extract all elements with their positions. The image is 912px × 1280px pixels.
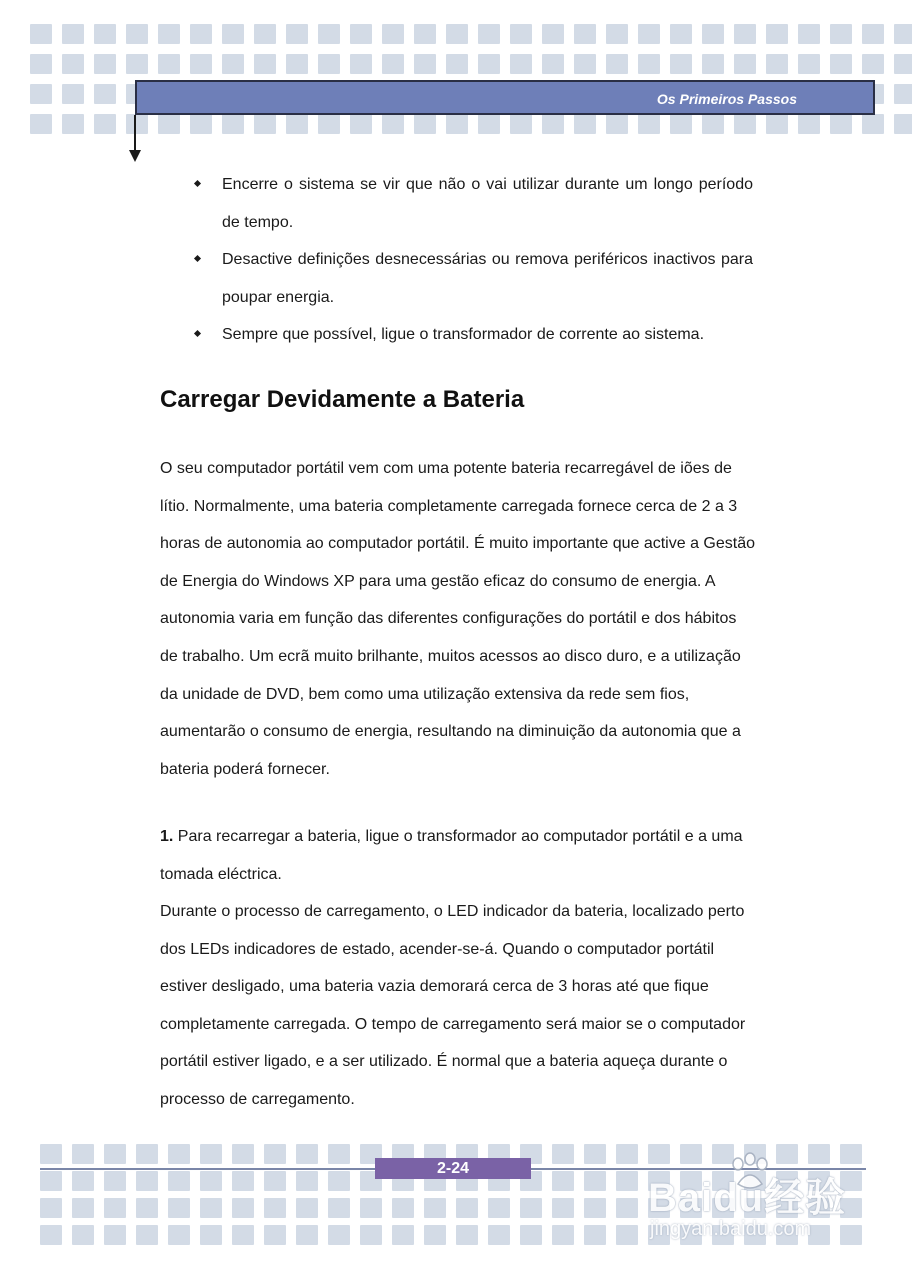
tile [136, 1171, 158, 1191]
tile [264, 1144, 286, 1164]
watermark-url: jingyan.baidu.com [650, 1218, 812, 1240]
tile [30, 54, 52, 74]
tile [296, 1144, 318, 1164]
tile [734, 24, 756, 44]
tile [222, 54, 244, 74]
intro-paragraph: O seu computador portátil vem com uma potente bateria recarregável de iões de lítio. Normalmente, uma bateria completamente carregada fornece cerca de 2 a 3 horas de autonomia ao computador portátil. É muito importante que active a Gestão de Energia do Windows XP para uma gestão eficaz do consumo de energia. A autonomia varia em função das diferentes configurações do portátil e dos hábitos de trabalho. Um ecrã muito brilhante, muitos acessos ao disco duro, e a utilização da unidade de DVD, bem como uma utilização extensiva da rede sem fios, aumentarão o consumo de energia, resultando na diminuição da autonomia que a bateria poderá fornecer. [160, 460, 756, 778]
tile [264, 1171, 286, 1191]
tile [328, 1171, 350, 1191]
step-1-text: Para recarregar a bateria, ligue o transformador ao computador portátil e a uma tomada eléctrica. [160, 828, 743, 883]
tile [254, 114, 276, 134]
tile [382, 54, 404, 74]
tile [72, 1225, 94, 1245]
step-1-paragraph [160, 818, 755, 893]
tile [830, 54, 852, 74]
tile [670, 54, 692, 74]
tile [328, 1144, 350, 1164]
tile [382, 24, 404, 44]
tile [318, 54, 340, 74]
tile [296, 1225, 318, 1245]
watermark [648, 1152, 878, 1252]
tile [104, 1198, 126, 1218]
tile [200, 1225, 222, 1245]
tile [30, 114, 52, 134]
tile [72, 1171, 94, 1191]
tile [830, 24, 852, 44]
list-item [193, 241, 753, 316]
tile [350, 54, 372, 74]
step-number: 1. [160, 828, 174, 845]
tile [286, 54, 308, 74]
tile [62, 114, 84, 134]
tile [360, 1198, 382, 1218]
tile [552, 1171, 574, 1191]
tile [456, 1225, 478, 1245]
list-item-text: Encerre o sistema se vir que não o vai utilizar durante um longo período de tempo. [222, 176, 753, 231]
tile [830, 114, 852, 134]
header-title: Os Primeiros Passos [656, 91, 797, 107]
tile [40, 1225, 62, 1245]
tile [72, 1144, 94, 1164]
tile [798, 24, 820, 44]
tile [200, 1171, 222, 1191]
tile [616, 1198, 638, 1218]
tile [126, 24, 148, 44]
tile [328, 1198, 350, 1218]
tile [414, 24, 436, 44]
tile [552, 1144, 574, 1164]
tile [520, 1198, 542, 1218]
tile [478, 24, 500, 44]
tile [702, 24, 724, 44]
tile [894, 114, 912, 134]
tile [542, 54, 564, 74]
tile [168, 1225, 190, 1245]
tile [702, 54, 724, 74]
tile [328, 1225, 350, 1245]
tile [606, 54, 628, 74]
tile [798, 54, 820, 74]
tile [510, 114, 532, 134]
tile [94, 24, 116, 44]
tile [552, 1198, 574, 1218]
tile [766, 54, 788, 74]
tile [350, 114, 372, 134]
tile [638, 114, 660, 134]
tile [766, 24, 788, 44]
tile [286, 24, 308, 44]
tile [488, 1225, 510, 1245]
tile [520, 1225, 542, 1245]
tile [552, 1225, 574, 1245]
tile [30, 24, 52, 44]
tile [894, 84, 912, 104]
tile [40, 1171, 62, 1191]
tile [488, 1198, 510, 1218]
tile [766, 114, 788, 134]
tile [478, 114, 500, 134]
tile [392, 1198, 414, 1218]
list-item-text: Desactive definições desnecessárias ou remova periféricos inactivos para poupar energia. [222, 251, 753, 306]
tile [606, 24, 628, 44]
tile [616, 1144, 638, 1164]
tile [136, 1225, 158, 1245]
tile [574, 24, 596, 44]
tile [702, 114, 724, 134]
tile [542, 24, 564, 44]
tile [72, 1198, 94, 1218]
tile [584, 1198, 606, 1218]
tile [62, 24, 84, 44]
tile [254, 54, 276, 74]
list-item-text: Sempre que possível, ligue o transformador de corrente ao sistema. [222, 326, 705, 343]
tile [446, 114, 468, 134]
tile [40, 1144, 62, 1164]
tile [350, 24, 372, 44]
tile [104, 1144, 126, 1164]
tile [584, 1225, 606, 1245]
tile [510, 54, 532, 74]
tile [190, 24, 212, 44]
tile [424, 1225, 446, 1245]
tile [62, 84, 84, 104]
tile [40, 1198, 62, 1218]
tile [222, 114, 244, 134]
tile [254, 24, 276, 44]
tile [190, 54, 212, 74]
tile [296, 1198, 318, 1218]
tile [798, 114, 820, 134]
diamond-bullet-icon [194, 255, 201, 262]
tile [670, 24, 692, 44]
tile [862, 24, 884, 44]
tile [200, 1198, 222, 1218]
tile [446, 24, 468, 44]
header-arrow-line [134, 115, 136, 153]
tile [414, 114, 436, 134]
tile [894, 24, 912, 44]
tile [94, 114, 116, 134]
tile [104, 1171, 126, 1191]
tile [360, 1225, 382, 1245]
tile [62, 54, 84, 74]
tile [318, 24, 340, 44]
tile [638, 24, 660, 44]
tile [286, 114, 308, 134]
tile [574, 114, 596, 134]
tile [232, 1198, 254, 1218]
list-item [193, 316, 753, 354]
tile [574, 54, 596, 74]
tile [168, 1144, 190, 1164]
tile [392, 1225, 414, 1245]
tile [446, 54, 468, 74]
tile [616, 1171, 638, 1191]
tile [616, 1225, 638, 1245]
tile [424, 1198, 446, 1218]
tile [232, 1144, 254, 1164]
tips-list [193, 166, 753, 354]
step-1-detail-paragraph: Durante o processo de carregamento, o LED indicador da bateria, localizado perto dos LEDs indicadores de estado, acender-se-á. Quando o computador portátil estiver desligado, uma bateria vazia demorará cerca de 3 horas até que fique completamente carregada. O tempo de carregamento será maior se o computador portátil estiver ligado, e a ser utilizado. É normal que a bateria aqueça durante o processo de carregamento. [160, 903, 746, 1108]
tile [222, 24, 244, 44]
tile [30, 84, 52, 104]
watermark-brand: Baidu经验 [648, 1176, 847, 1220]
diamond-bullet-icon [194, 180, 201, 187]
tile [168, 1198, 190, 1218]
tile [94, 54, 116, 74]
tile [232, 1171, 254, 1191]
tile [734, 114, 756, 134]
tile [414, 54, 436, 74]
tile [584, 1144, 606, 1164]
tile [264, 1198, 286, 1218]
tile [190, 114, 212, 134]
tile [136, 1198, 158, 1218]
tile [168, 1171, 190, 1191]
tile [456, 1198, 478, 1218]
tile [584, 1171, 606, 1191]
tile [670, 114, 692, 134]
tile [606, 114, 628, 134]
tile [478, 54, 500, 74]
tile [542, 114, 564, 134]
tile [158, 114, 180, 134]
down-arrow-icon [129, 150, 141, 162]
tile [94, 84, 116, 104]
tile [296, 1171, 318, 1191]
tile [158, 24, 180, 44]
tile [104, 1225, 126, 1245]
header-bar [135, 80, 875, 115]
tile [136, 1144, 158, 1164]
tile [894, 54, 912, 74]
tile [232, 1225, 254, 1245]
tile [510, 24, 532, 44]
list-item [193, 166, 753, 241]
section-heading: Carregar Devidamente a Bateria [160, 386, 525, 413]
tile [126, 54, 148, 74]
tile [734, 54, 756, 74]
tile [862, 114, 884, 134]
tile [200, 1144, 222, 1164]
tile [638, 54, 660, 74]
page-number: 2-24 [375, 1158, 531, 1179]
tile [382, 114, 404, 134]
tile [158, 54, 180, 74]
diamond-bullet-icon [194, 330, 201, 337]
tile [318, 114, 340, 134]
tile [264, 1225, 286, 1245]
tile [126, 114, 148, 134]
tile [862, 54, 884, 74]
